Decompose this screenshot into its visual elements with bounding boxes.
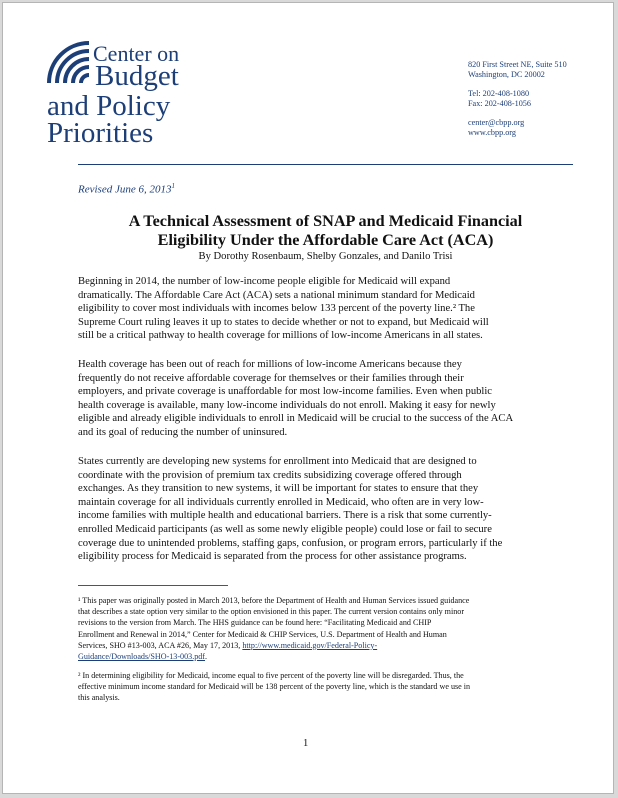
fax-number: Fax: 202-408-1056	[468, 99, 531, 109]
text-line: employers, and private coverage is unaffordable for most low-income families. Even when public	[78, 386, 493, 398]
footnote-line: Guidance/Downloads/SHO-13-003.pdf.	[78, 652, 208, 662]
footnote-line: Enrollment and Renewal in 2014,” Center for Medicaid & CHIP Services, U.S. Department of Health and Human	[78, 629, 447, 639]
text-line: eligibility process for Medicaid is separated from the process for other assistance programs.	[78, 551, 467, 563]
text-line: enrolled Medicaid participants (as well as some newly eligible people) could lose or fail to secure	[78, 523, 492, 535]
revised-footnote-ref[interactable]: 1	[171, 182, 175, 190]
document-title-line-2: Eligibility Under the Affordable Care Act (ACA)	[157, 231, 494, 249]
text-line: Health coverage has been out of reach for millions of low-income Americans because they	[78, 359, 462, 370]
page-number: 1	[303, 738, 309, 749]
logo-arcs-icon	[47, 41, 91, 85]
text-line: eligible and already eligible individuals to enroll in Medicaid will be crucial to the success of the ACA	[78, 413, 514, 425]
text-line: States currently are developing new systems for enrollment into Medicaid that are designed to	[78, 456, 477, 467]
address-city: Washington, DC 20002	[468, 70, 545, 80]
text-line: income families with multiple health and educational barriers. There is a risk that some currently-	[78, 510, 492, 522]
text-line: exchanges. As they transition to new systems, it will be important for states to ensure that they	[78, 483, 479, 495]
footnote-line: that describes a state option very similar to the option envisioned in this paper. The current version contains only minor	[78, 607, 465, 617]
text-line: coverage due to unintended problems, staffing gaps, confusion, or program errors, particularly if the	[78, 537, 503, 549]
footnote-line: revisions to the version from March. The HHS guidance can be found here: “Facilitating Medicaid and CHIP	[78, 618, 432, 628]
document-page	[2, 2, 614, 794]
cbpp-logo	[47, 39, 227, 149]
address-street: 820 First Street NE, Suite 510	[468, 60, 567, 69]
text-line: still be a critical pathway to health coverage for millions of low-income Americans in all states.	[78, 330, 483, 342]
paragraph-3	[78, 455, 573, 564]
logo-text-budget: Budget	[95, 60, 179, 92]
footnote-divider	[78, 585, 228, 586]
logo-text-priorities: Priorities	[47, 117, 154, 149]
text-line: eligibility to cover most individuals with incomes below 133 percent of the poverty line.² The	[78, 303, 475, 315]
footnote-2	[78, 670, 573, 704]
text-line: maintain coverage for all individuals currently enrolled in Medicaid, who often are in very low-	[78, 496, 484, 508]
hhs-guidance-link[interactable]: http://www.medicaid.gov/Federal-Policy-	[242, 640, 378, 650]
paragraph-2	[78, 358, 573, 440]
header-divider	[78, 164, 573, 165]
footnote-1	[78, 595, 573, 662]
revised-date	[78, 182, 175, 196]
text-line: Beginning in 2014, the number of low-income people eligible for Medicaid will expand	[78, 276, 451, 287]
logo-text-center-on: Center on	[93, 41, 180, 66]
hhs-guidance-link-continued[interactable]: Guidance/Downloads/SHO-13-003.pdf	[78, 652, 206, 662]
text-line: coordinate with the provision of premium tax credits subsidizing coverage offered through	[78, 469, 462, 481]
text-line: dramatically. The Affordable Care Act (ACA) sets a national minimum standard for Medicaid	[78, 289, 475, 301]
text-line: health coverage is available, many low-income individuals do not enroll. Making it easy for newly	[78, 399, 496, 411]
footnote-line: effective minimum income standard for Medicaid will be 138 percent of the poverty line, which is the standard we use in	[78, 682, 471, 692]
footnote-line: this analysis.	[78, 693, 120, 703]
document-title-line-1: A Technical Assessment of SNAP and Medicaid Financial	[128, 212, 523, 230]
paragraph-1	[78, 275, 573, 343]
footnote-line	[78, 640, 573, 651]
logo-text-and-policy: and Policy	[47, 90, 171, 122]
text-line: Supreme Court ruling leaves it up to states to decide whether or not to expand, but Medicaid will	[78, 316, 489, 328]
text-line: frequently do not receive affordable coverage for themselves or their families through their	[78, 372, 464, 384]
footnote-text: Services, SHO #13-003, ACA #26, May 17, 2013,	[78, 640, 241, 650]
phone-number: Tel: 202-408-1080	[468, 88, 530, 98]
byline: By Dorothy Rosenbaum, Shelby Gonzales, and Danilo Trisi	[198, 251, 453, 262]
text-line: and its goal of reducing the number of uninsured.	[78, 426, 288, 438]
contact-block	[468, 60, 567, 138]
email-link[interactable]: center@cbpp.org	[468, 117, 525, 127]
revised-text: Revised June 6, 2013	[78, 183, 172, 196]
footnote-line: ¹ This paper was originally posted in March 2013, before the Department of Health and Human Services issued guidance	[78, 596, 470, 605]
website-link[interactable]: www.cbpp.org	[468, 128, 516, 138]
footnote-line: ² In determining eligibility for Medicaid, income equal to five percent of the poverty line will be disregarded. Thus, the	[78, 671, 464, 680]
